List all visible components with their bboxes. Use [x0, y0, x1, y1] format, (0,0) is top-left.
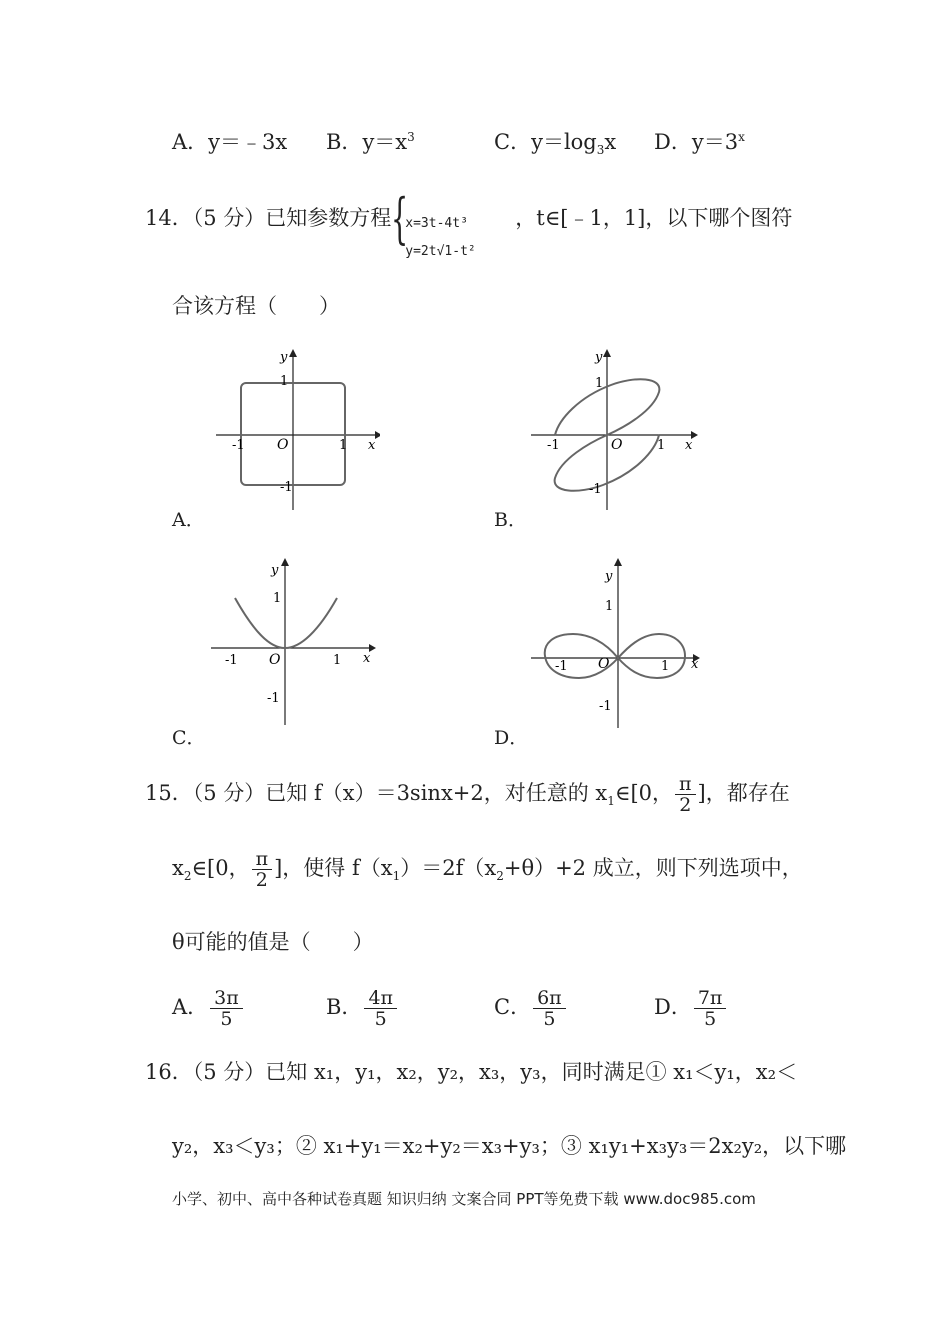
tick-1-x: 1: [339, 438, 348, 453]
q15-line3: θ可能的值是（ ）: [172, 930, 374, 954]
q15-option-c: C． $\frac{6\pi}{5}$: [494, 985, 568, 1029]
graph-a: [210, 345, 380, 515]
tick-neg1-y: -1: [589, 482, 602, 497]
graph-c-label: C．: [172, 727, 206, 749]
x-label: x: [368, 438, 376, 453]
tick-1-x: 1: [657, 438, 666, 453]
eq-x: x=3t-4t³: [405, 215, 468, 231]
y-label: y: [605, 569, 613, 584]
y-label: y: [271, 563, 279, 578]
tick-neg1-y: -1: [267, 691, 280, 706]
x-arrow: [375, 431, 380, 439]
graph-c: [205, 550, 380, 730]
tick-1-x: 1: [661, 659, 670, 674]
x-label: x: [691, 657, 699, 672]
graph-b-label: B．: [494, 509, 527, 531]
parametric-system: { x=3t-4t³ y=2t√1-t²: [391, 190, 515, 250]
q14-stem-line2: 合该方程（ ）: [172, 294, 340, 318]
q15-option-d: D． $\frac{7\pi}{5}$: [654, 985, 728, 1029]
origin-label: O: [277, 437, 289, 453]
graph-d-label: D．: [494, 727, 529, 749]
footer-watermark: 小学、初中、高中各种试卷真题 知识归纳 文案合同 PPT等免费下载 www.doc985.com: [172, 1190, 756, 1208]
tick-1: 1: [595, 376, 604, 391]
y-arrow: [281, 558, 289, 566]
tick-1: 1: [280, 374, 289, 389]
tick-neg1: -1: [225, 653, 238, 668]
q15-option-a: A． $\frac{3\pi}{5}$: [172, 985, 245, 1029]
q16-line2: y₂，x₃＜y₃；② x₁+y₁＝x₂+y₂＝x₃+y₃；③ x₁y₁+x₃y₃＝2x₂y₂，以下哪: [172, 1134, 847, 1158]
q15-line1: 15．（5 分）已知 f（x）＝3sinx+2，对任意的 $x_1\in[0$， $\frac{\pi}{2}$ ]，都存在: [145, 773, 790, 816]
x-label: x: [685, 438, 693, 453]
origin-label: O: [611, 437, 623, 453]
y-arrow: [614, 558, 622, 566]
graph-d: [525, 550, 705, 730]
q16-line1: 16．（5 分）已知 x₁，y₁，x₂，y₂，x₃，y₃，同时满足① x₁＜y₁，x₂＜: [145, 1060, 798, 1084]
tick-1-x: 1: [333, 653, 342, 668]
q15-option-b: B． $\frac{4\pi}{5}$: [326, 985, 399, 1029]
tick-neg1: -1: [555, 659, 568, 674]
y-label: y: [595, 350, 603, 365]
tick-1: 1: [273, 591, 282, 606]
y-arrow: [289, 349, 297, 357]
q15-line2: $x_2\in[0$， $\frac{\pi}{2}$ ]，使得 $f(x_1)=2f(x_2+\theta)+2$ 成立，则下列选项中，: [172, 848, 803, 891]
curve-parabola: [235, 598, 337, 648]
pi-over-2: $\frac{\pi}{2}$: [252, 849, 273, 890]
q13-option-d: D．$y=3^x$: [654, 130, 745, 154]
origin-label: O: [269, 652, 281, 668]
q13-option-b: B．$y=x^3$: [326, 130, 415, 154]
tick-neg1: -1: [232, 438, 245, 453]
graph-b: [525, 345, 700, 515]
y-label: y: [280, 350, 288, 365]
graph-a-label: A．: [172, 509, 205, 531]
y-arrow: [603, 349, 611, 357]
pi-over-2: $\frac{\pi}{2}$: [675, 774, 696, 815]
tick-neg1-y: -1: [599, 699, 612, 714]
eq-y: y=2t√1-t²: [405, 243, 476, 259]
x-label: x: [363, 651, 371, 666]
tick-1: 1: [605, 599, 614, 614]
origin-label: O: [598, 656, 610, 672]
tick-neg1: -1: [547, 438, 560, 453]
tick-neg1-y: -1: [280, 480, 293, 495]
q13-option-a: A．y＝﹣3x: [172, 130, 288, 154]
q14-stem-line1: 14．（5 分）已知参数方程 { x=3t-4t³ y=2t√1-t² ，t∈[﹣1，1]，以下哪个图符: [145, 188, 792, 250]
q13-option-c: C．$y=\log_3x$: [494, 130, 617, 158]
